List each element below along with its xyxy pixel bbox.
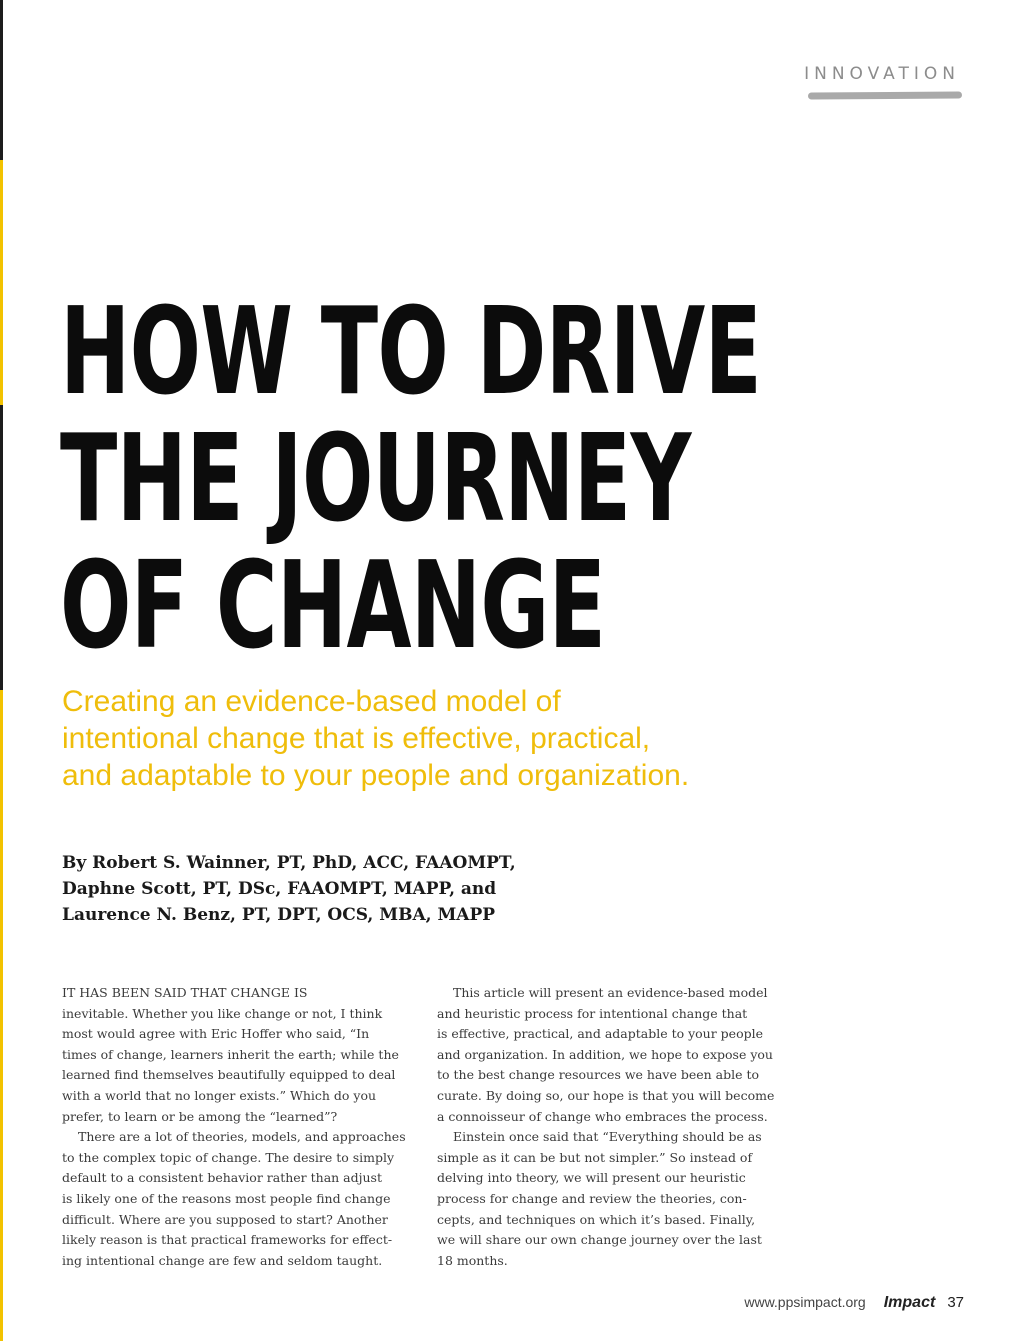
body-line: ing intentional change are few and seldom taught. bbox=[62, 1252, 383, 1268]
body-line: process for change and review the theories, con- bbox=[437, 1190, 747, 1206]
body-line: prefer, to learn or be among the “learned”? bbox=[62, 1108, 338, 1124]
body-line: with a world that no longer exists.” Which do you bbox=[62, 1087, 377, 1103]
body-line: is effective, practical, and adaptable to your people bbox=[437, 1026, 764, 1042]
body-line: and heuristic process for intentional change that bbox=[437, 1005, 748, 1021]
body-line: IT HAS BEEN SAID THAT CHANGE IS bbox=[62, 985, 308, 1000]
deck-line-1: Creating an evidence-based model of bbox=[62, 685, 561, 718]
headline-line-1: HOW TO DRIVE bbox=[60, 283, 762, 422]
body-line: Einstein once said that “Everything should be as bbox=[453, 1129, 762, 1145]
body-line: default to a consistent behavior rather than adjust bbox=[62, 1170, 382, 1186]
body-column-right bbox=[437, 983, 787, 1271]
deck-line-3: and adaptable to your people and organization. bbox=[62, 759, 690, 792]
body-line: This article will present an evidence-based model bbox=[453, 985, 768, 1000]
headline-line-2: THE JOURNEY bbox=[60, 410, 691, 549]
body-line: a connoisseur of change who embraces the process. bbox=[437, 1108, 768, 1124]
body-line: cepts, and techniques on which it’s based. Finally, bbox=[437, 1211, 756, 1227]
body-line: curate. By doing so, our hope is that you will become bbox=[437, 1087, 775, 1103]
body-line: times of change, learners inherit the earth; while the bbox=[62, 1046, 399, 1062]
byline-line-1: By Robert S. Wainner, PT, PhD, ACC, FAAOMPT, bbox=[62, 853, 516, 873]
article-deck bbox=[62, 683, 942, 794]
body-line: simple as it can be but not simpler.” So instead of bbox=[437, 1149, 753, 1165]
body-column-left bbox=[62, 983, 412, 1271]
body-line: to the complex topic of change. The desire to simply bbox=[62, 1149, 395, 1165]
body-line: and organization. In addition, we hope to expose you bbox=[437, 1046, 773, 1062]
byline-line-2: Daphne Scott, PT, DSc, FAAOMPT, MAPP, and bbox=[62, 879, 497, 899]
author-byline bbox=[62, 850, 762, 928]
body-line: most would agree with Eric Hoffer who said, “In bbox=[62, 1026, 370, 1042]
body-line: learned find themselves beautifully equipped to deal bbox=[62, 1067, 396, 1083]
deck-line-2: intentional change that is effective, practical, bbox=[62, 722, 651, 755]
body-line: difficult. Where are you supposed to start? Another bbox=[62, 1211, 388, 1227]
body-line: we will share our own change journey over the last bbox=[437, 1232, 762, 1248]
edge-color-bar bbox=[0, 0, 3, 1341]
body-line: inevitable. Whether you like change or not, I think bbox=[62, 1005, 383, 1021]
page-footer bbox=[744, 1294, 964, 1312]
body-line: There are a lot of theories, models, and approaches bbox=[78, 1129, 406, 1145]
page-number: 37 bbox=[947, 1294, 964, 1311]
body-line: is likely one of the reasons most people find change bbox=[62, 1190, 391, 1206]
body-line: likely reason is that practical frameworks for effect- bbox=[62, 1232, 393, 1248]
body-line: to the best change resources we have been able to bbox=[437, 1067, 760, 1083]
body-line: 18 months. bbox=[437, 1252, 508, 1268]
section-underline bbox=[808, 91, 962, 99]
article-headline bbox=[60, 283, 762, 676]
headline-line-3: OF CHANGE bbox=[60, 537, 606, 676]
magazine-name: Impact bbox=[883, 1294, 936, 1311]
footer-url: www.ppsimpact.org bbox=[744, 1294, 866, 1310]
body-line: delving into theory, we will present our heuristic bbox=[437, 1170, 746, 1186]
byline-line-3: Laurence N. Benz, PT, DPT, OCS, MBA, MAPP bbox=[62, 905, 496, 925]
section-label: INNOVATION bbox=[804, 64, 960, 84]
